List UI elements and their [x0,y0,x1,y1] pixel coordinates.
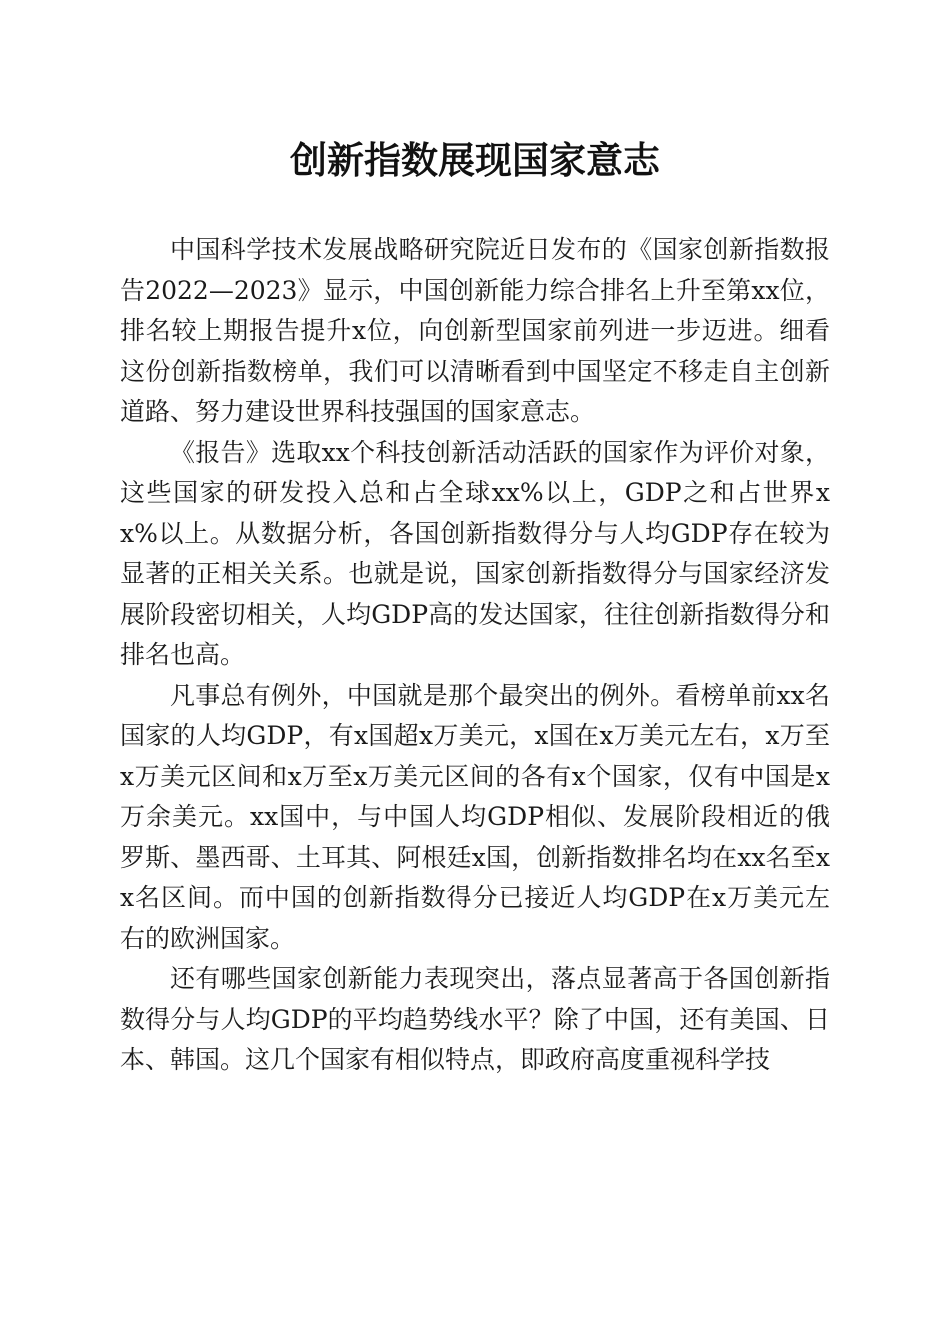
paragraph-2: 《报告》选取xx个科技创新活动活跃的国家作为评价对象，这些国家的研发投入总和占全球xx%以上，GDP之和占世界xx%以上。从数据分析，各国创新指数得分与人均GDP存在较为显著的正相关关系。也就是说，国家创新指数得分与国家经济发展阶段密切相关，人均GDP高的发达国家，往往创新指数得分和排名也高。 [120,437,830,669]
paragraph-1: 中国科学技术发展战略研究院近日发布的《国家创新指数报告2022—2023》显示，中国创新能力综合排名上升至第xx位，排名较上期报告提升x位，向创新型国家前列进一步迈进。细看这份创新指数榜单，我们可以清晰看到中国坚定不移走自主创新道路、努力建设世界科技强国的国家意志。 [120,235,830,426]
document-title: 创新指数展现国家意志 [290,138,660,182]
paragraph-3: 凡事总有例外，中国就是那个最突出的例外。看榜单前xx名国家的人均GDP，有x国超x万美元，x国在x万美元左右，x万至x万美元区间和x万至x万美元区间的各有x个国家，仅有中国是x万余美元。xx国中，与中国人均GDP相似、发展阶段相近的俄罗斯、墨西哥、土耳其、阿根廷x国，创新指数排名均在xx名至xx名区间。而中国的创新指数得分已接近人均GDP在x万美元左右的欧洲国家。 [120,680,830,953]
document-body [120,230,830,1081]
paragraph-4: 还有哪些国家创新能力表现突出，落点显著高于各国创新指数得分与人均GDP的平均趋势线水平？除了中国，还有美国、日本、韩国。这几个国家有相似特点，即政府高度重视科学技 [120,964,830,1074]
